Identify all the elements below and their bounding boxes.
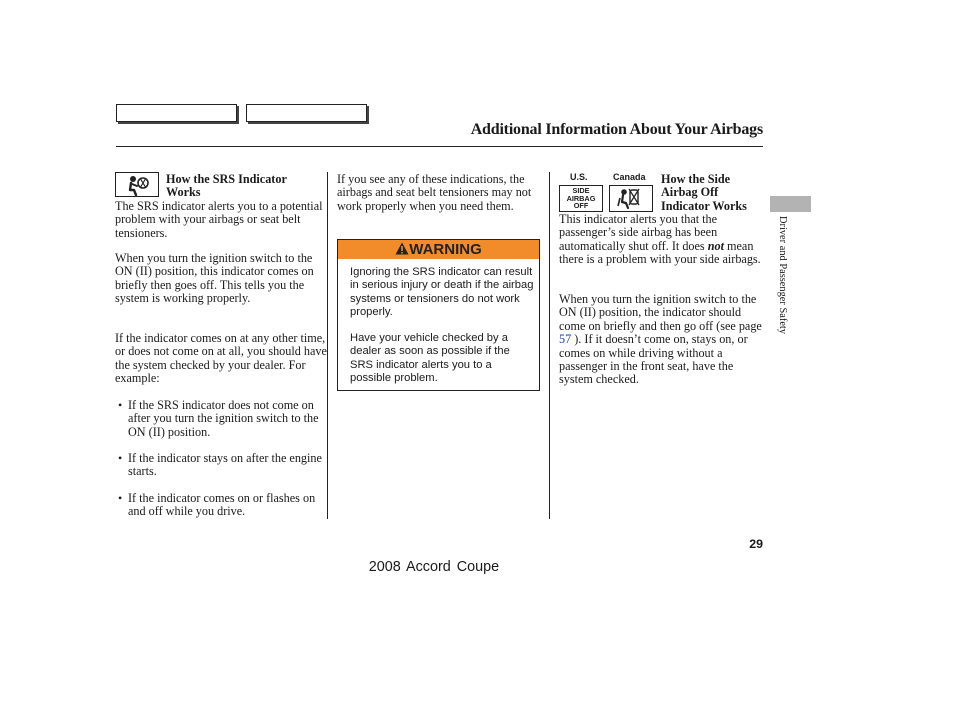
col3-paragraph-1-b: mean there is a problem with your side airbags.: [559, 238, 761, 267]
section-tab-label: Driver and Passenger Safety: [777, 216, 788, 335]
col3-paragraph-1: [559, 213, 765, 267]
page-title: Additional Information About Your Airbags: [470, 121, 763, 138]
canada-side-airbag-off-indicator: [609, 185, 653, 212]
warning-header: [338, 240, 539, 259]
col1-paragraph-2: When you turn the ignition switch to the ON (II) position, this indicator comes on briefly then goes off. This tells you the system is working properly.: [115, 251, 314, 306]
title-divider: [116, 146, 763, 147]
footer-model: 2008 Accord Coupe: [368, 559, 500, 575]
warning-text-1: Ignoring the SRS indicator can result in serious injury or death if the airbag systems or tensioners do not work properly.: [350, 266, 534, 319]
warning-label: WARNING: [409, 241, 482, 258]
col3-paragraph-2-a: When you turn the ignition switch to the ON (II) position, the indicator should come on briefly and then go off (see page: [559, 292, 762, 333]
emphasis-not: not: [707, 238, 724, 253]
list-item-text: If the indicator comes on or flashes on and off while you drive.: [128, 491, 316, 519]
page-number: 29: [749, 537, 763, 551]
list-item-text: If the indicator stays on after the engine starts.: [128, 451, 322, 479]
side-airbag-heading: How the Side Airbag Off Indicator Works: [661, 172, 747, 213]
column-divider-2: [549, 172, 550, 519]
col2-intro: If you see any of these indications, the airbags and seat belt tensioners may not work properly when you need them.: [337, 172, 532, 213]
warning-text-2: Have your vehicle checked by a dealer as soon as possible if the SRS indicator alerts you to a possible problem.: [350, 332, 510, 385]
next-section-button[interactable]: [246, 104, 367, 122]
page-57-link[interactable]: 57: [559, 332, 572, 347]
prev-section-button[interactable]: [116, 104, 237, 122]
bullet-marker: •: [118, 491, 123, 505]
side-airbag-off-icon: [610, 186, 652, 211]
us-label: U.S.: [570, 172, 588, 182]
col3-paragraph-1-a: This indicator alerts you that the passenger’s side airbag has been automatically shut off. It does: [559, 212, 718, 253]
warning-triangle-icon: [395, 242, 409, 255]
srs-airbag-indicator-icon: [120, 174, 154, 196]
bullet-marker: •: [118, 398, 123, 412]
col1-paragraph-1: The SRS indicator alerts you to a potential problem with your airbags or seat belt tensioners.: [115, 199, 323, 240]
bullet-marker: •: [118, 451, 123, 465]
srs-indicator-icon-box: [115, 172, 159, 197]
col3-paragraph-2-b: ). If it doesn’t come on, stays on, or comes on while driving without a passenger in the front seat, have the system checked.: [559, 332, 748, 387]
srs-indicator-heading: How the SRS Indicator Works: [166, 172, 287, 200]
col3-paragraph-2: [559, 293, 763, 387]
section-tab[interactable]: [770, 196, 811, 212]
side-airbag-off-text: SIDE AIRBAG OFF: [566, 186, 596, 211]
col1-paragraph-3: If the indicator comes on at any other time, or does not come on at all, you should have the system checked by your dealer. For example:: [115, 331, 327, 386]
us-side-airbag-off-indicator: [559, 185, 603, 212]
list-item-text: If the SRS indicator does not come on after you turn the ignition switch to the ON (II) position.: [128, 398, 319, 439]
canada-label: Canada: [613, 172, 646, 182]
warning-box: [337, 239, 540, 391]
